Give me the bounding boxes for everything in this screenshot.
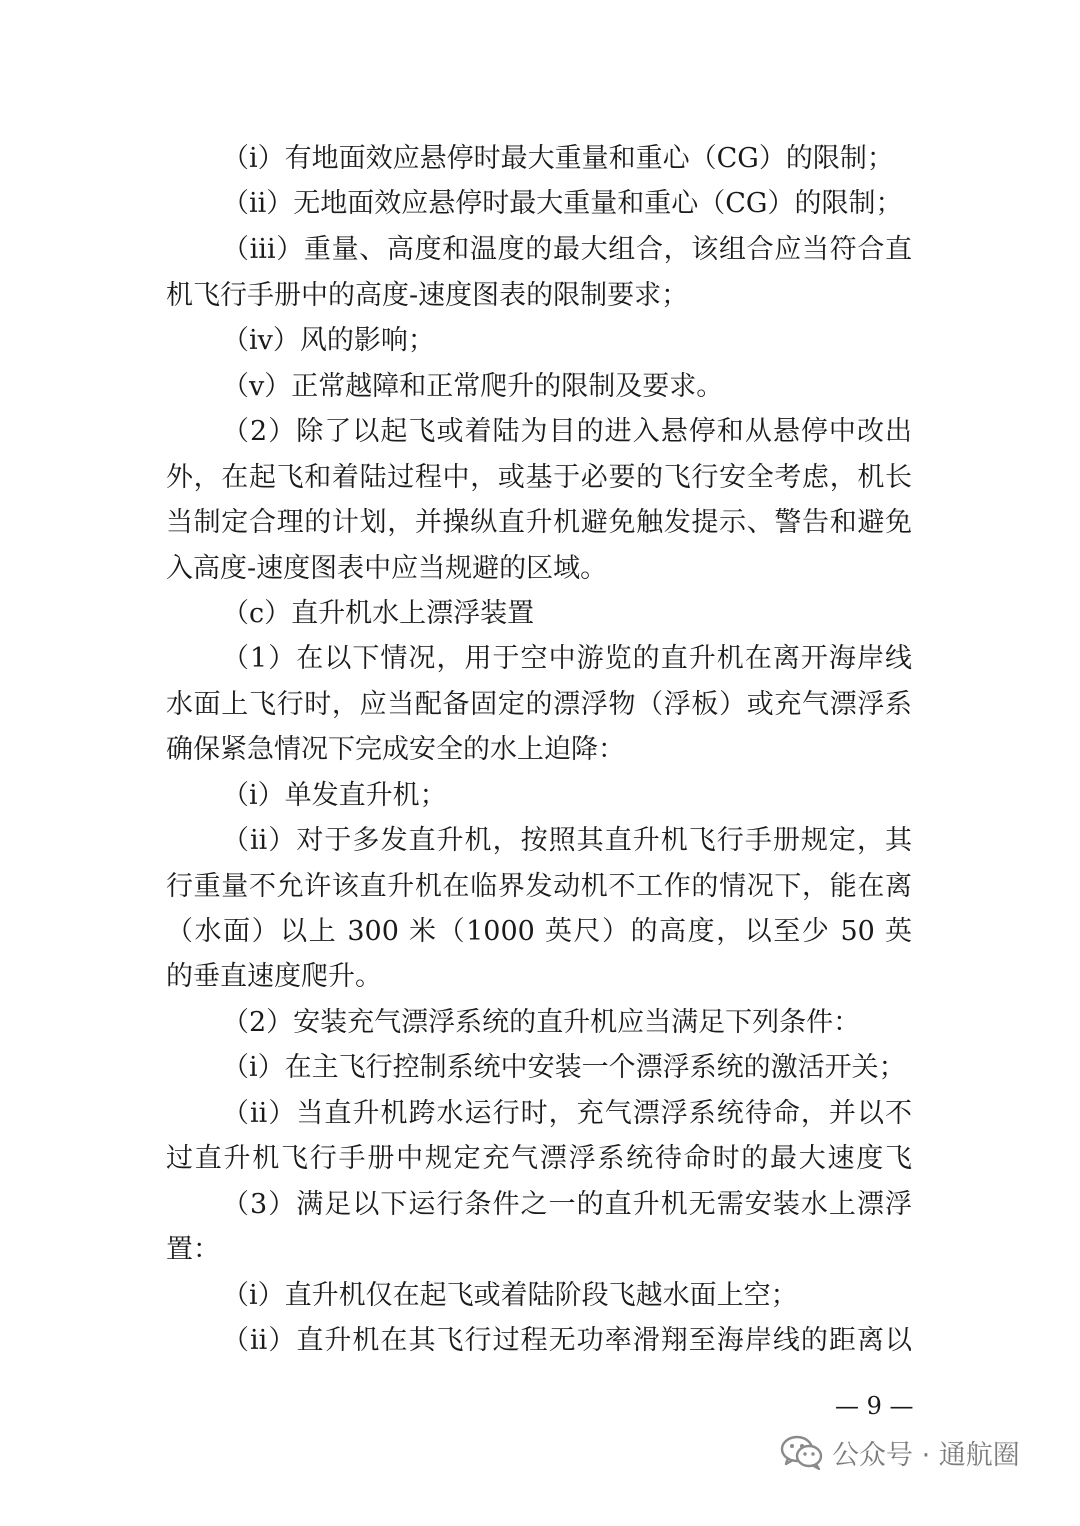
paragraph-line: 行重量不允许该直升机在临界发动机不工作的情况下，能在离 bbox=[166, 871, 912, 902]
paragraph-line: （2）安装充气漂浮系统的直升机应当满足下列条件： bbox=[222, 1007, 861, 1038]
wechat-icon bbox=[780, 1434, 824, 1470]
paragraph-line: （ii）直升机在其飞行过程无功率滑翔至海岸线的距离以 bbox=[222, 1325, 912, 1356]
paragraph-line: （3）满足以下运行条件之一的直升机无需安装水上漂浮 bbox=[222, 1189, 912, 1220]
paragraph-line: （i）在主飞行控制系统中安装一个漂浮系统的激活开关； bbox=[222, 1052, 906, 1083]
paragraph-line: （iv）风的影响； bbox=[222, 325, 435, 356]
paragraph-line: 水面上飞行时，应当配备固定的漂浮物（浮板）或充气漂浮系 bbox=[166, 689, 912, 720]
paragraph-line: 的垂直速度爬升。 bbox=[166, 961, 382, 992]
paragraph-line: 过直升机飞行手册中规定充气漂浮系统待命时的最大速度飞 bbox=[166, 1143, 912, 1174]
paragraph-line: 外，在起飞和着陆过程中，或基于必要的飞行安全考虑，机长 bbox=[166, 462, 912, 493]
paragraph-line: 入高度-速度图表中应当规避的区域。 bbox=[166, 553, 608, 584]
paragraph-line: （i）单发直升机； bbox=[222, 780, 447, 811]
paragraph-line: （水面）以上 300 米（1000 英尺）的高度，以至少 50 英 bbox=[166, 916, 912, 947]
paragraph-line: （ii）无地面效应悬停时最大重量和重心（CG）的限制； bbox=[222, 188, 903, 219]
paragraph-line: 当制定合理的计划，并操纵直升机避免触发提示、警告和避免 bbox=[166, 507, 912, 538]
section-heading: （c）直升机水上漂浮装置 bbox=[222, 598, 535, 629]
page-number: — 9 — bbox=[835, 1392, 914, 1420]
paragraph-line: 机飞行手册中的高度-速度图表的限制要求； bbox=[166, 280, 689, 311]
paragraph-line: （i）有地面效应悬停时最大重量和重心（CG）的限制； bbox=[222, 143, 894, 174]
paragraph-line: 确保紧急情况下完成安全的水上迫降： bbox=[166, 734, 625, 765]
watermark-text: 公众号 · 通航圈 bbox=[832, 1439, 1020, 1471]
paragraph-line: （ii）当直升机跨水运行时，充气漂浮系统待命，并以不 bbox=[222, 1098, 912, 1129]
watermark bbox=[780, 1432, 1020, 1472]
paragraph-line: （1）在以下情况，用于空中游览的直升机在离开海岸线 bbox=[222, 643, 912, 674]
paragraph-line: （v）正常越障和正常爬升的限制及要求。 bbox=[222, 371, 724, 402]
paragraph-line: （iii）重量、高度和温度的最大组合，该组合应当符合直 bbox=[222, 234, 912, 265]
paragraph-line: （i）直升机仅在起飞或着陆阶段飞越水面上空； bbox=[222, 1280, 798, 1311]
paragraph-line: （2）除了以起飞或着陆为目的进入悬停和从悬停中改出 bbox=[222, 416, 912, 447]
paragraph-line: （ii）对于多发直升机，按照其直升机飞行手册规定，其 bbox=[222, 825, 912, 856]
paragraph-line: 置： bbox=[166, 1234, 220, 1265]
